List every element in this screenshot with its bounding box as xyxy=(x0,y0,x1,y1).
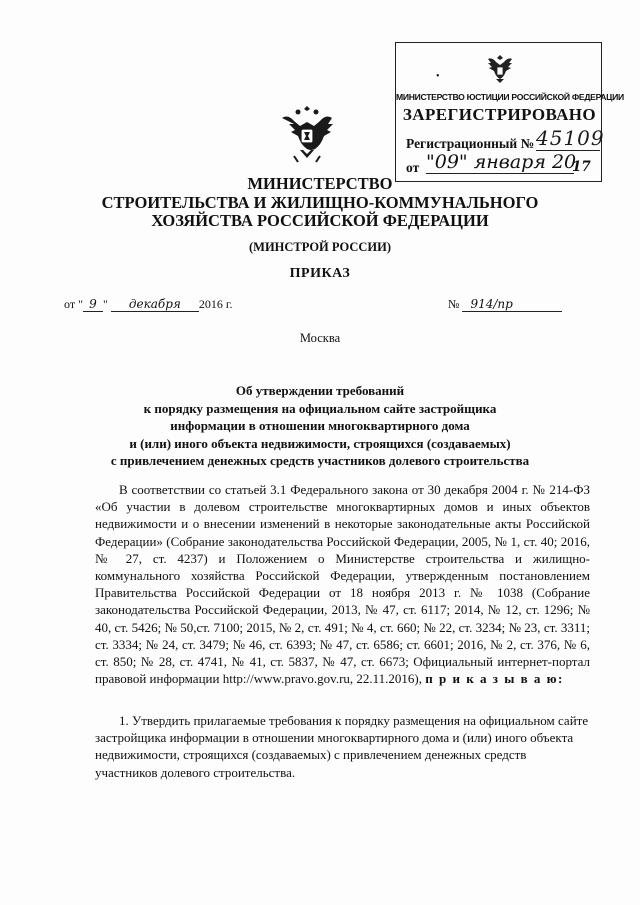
order-number xyxy=(448,297,562,312)
order-date-prefix: от " xyxy=(64,297,83,311)
stamp-year-suffix: 17 xyxy=(572,159,591,175)
ministry-short-name: (МИНСТРОЙ РОССИИ) xyxy=(248,240,391,254)
stamp-registered-label: ЗАРЕГИСТРИРОВАНО xyxy=(402,105,597,124)
ministry-name-line: МИНИСТЕРСТВО xyxy=(247,174,393,193)
preamble-paragraph xyxy=(95,481,590,687)
order-city: Москва xyxy=(299,331,341,345)
registration-stamp xyxy=(395,42,624,182)
double-headed-eagle-icon xyxy=(278,102,336,166)
stamp-date-value: "09" января 20 xyxy=(426,151,577,173)
order-day: 9 xyxy=(83,297,103,312)
subject-line: Об утверждении требований xyxy=(235,383,405,398)
order-date-quote: " xyxy=(102,297,108,311)
order-date xyxy=(64,297,232,312)
double-headed-eagle-icon xyxy=(480,49,520,89)
order-number-prefix: № xyxy=(448,297,460,311)
order-title: ПРИКАЗ xyxy=(289,266,351,281)
order-year: 2016 г. xyxy=(198,297,233,311)
order-subject xyxy=(0,382,640,470)
stamp-from-label: от xyxy=(406,160,420,175)
stamp-regnum-label: Регистрационный № xyxy=(406,136,535,151)
ministry-name-line: СТРОИТЕЛЬСТВА И ЖИЛИЩНО-КОММУНАЛЬНОГО xyxy=(101,192,539,212)
stamp-ministry-name: МИНИСТЕРСТВО ЮСТИЦИИ РОССИЙСКОЙ ФЕДЕРАЦИИ xyxy=(396,92,624,102)
order-preamble xyxy=(95,481,590,687)
subject-line: информации в отношении многоквартирного дома xyxy=(170,418,470,433)
order-point-1 xyxy=(95,712,590,781)
preamble-text: В соответствии со статьей 3.1 Федерального закона от 30 декабря 2004 г. № 214-ФЗ «Об участии в долевом строительстве многоквартирных домов и иных объектов недвижимости и о внесении изменений в некоторые законодательные акты Российской Федерации» (Собрание законодательства Российской Федерации, 2005, № 1, ст. 40; 2016, № 27, ст. 4237) и Положением о Министерстве строительства и жилищно-коммунального хозяйства Российской Федерации, утвержденным постановлением Правительства Российской Федерации от 18 ноября 2013 г. № 1038 (Собрание законодательства Российской Федерации, 2013, № 47, ст. 6117; 2014, № 12, ст. 1296; № 40, ст. 5426; № 50,ст. 7100; 2015, № 2, ст. 491; № 4, ст. 660; № 22, ст. 3234; № 23, ст. 3311; ст. 3334; № 24, ст. 3479; № 46, ст. 6393; № 47, ст. 6586; ст. 6601; 2016, № 2, ст. 376, № 6, ст. 850; № 28, ст. 4741, № 41, ст. 5837, № 47, ст. 6673; Официальный интернет-портал правовой информации http://www.pravo.gov.ru, 22.11.2016), xyxy=(95,482,590,687)
order-number-value: 914/пр xyxy=(462,297,562,312)
point-1-text: 1. Утвердить прилагаемые требования к порядку размещения на официальном сайте застройщика информации в отношении многоквартирного дома и (или) иного объекта недвижимости, строящихся (создаваемых) с привлечением денежных средств участников долевого строительства. xyxy=(95,713,589,780)
order-month: декабря xyxy=(111,297,199,312)
ministry-name-line: ХОЗЯЙСТВА РОССИЙСКОЙ ФЕДЕРАЦИИ xyxy=(151,211,489,230)
stamp-regnum-value: 45109 xyxy=(536,126,605,150)
stamp-dot: • xyxy=(436,71,440,82)
subject-line: с привлечением денежных средств участников долевого строительства xyxy=(110,453,530,468)
order-word: п р и к а з ы в а ю: xyxy=(425,671,564,687)
subject-line: к порядку размещения на официальном сайте застройщика xyxy=(143,400,497,416)
subject-line: и (или) иного объекта недвижимости, строящихся (создаваемых) xyxy=(129,435,511,451)
ministry-name xyxy=(0,175,640,231)
